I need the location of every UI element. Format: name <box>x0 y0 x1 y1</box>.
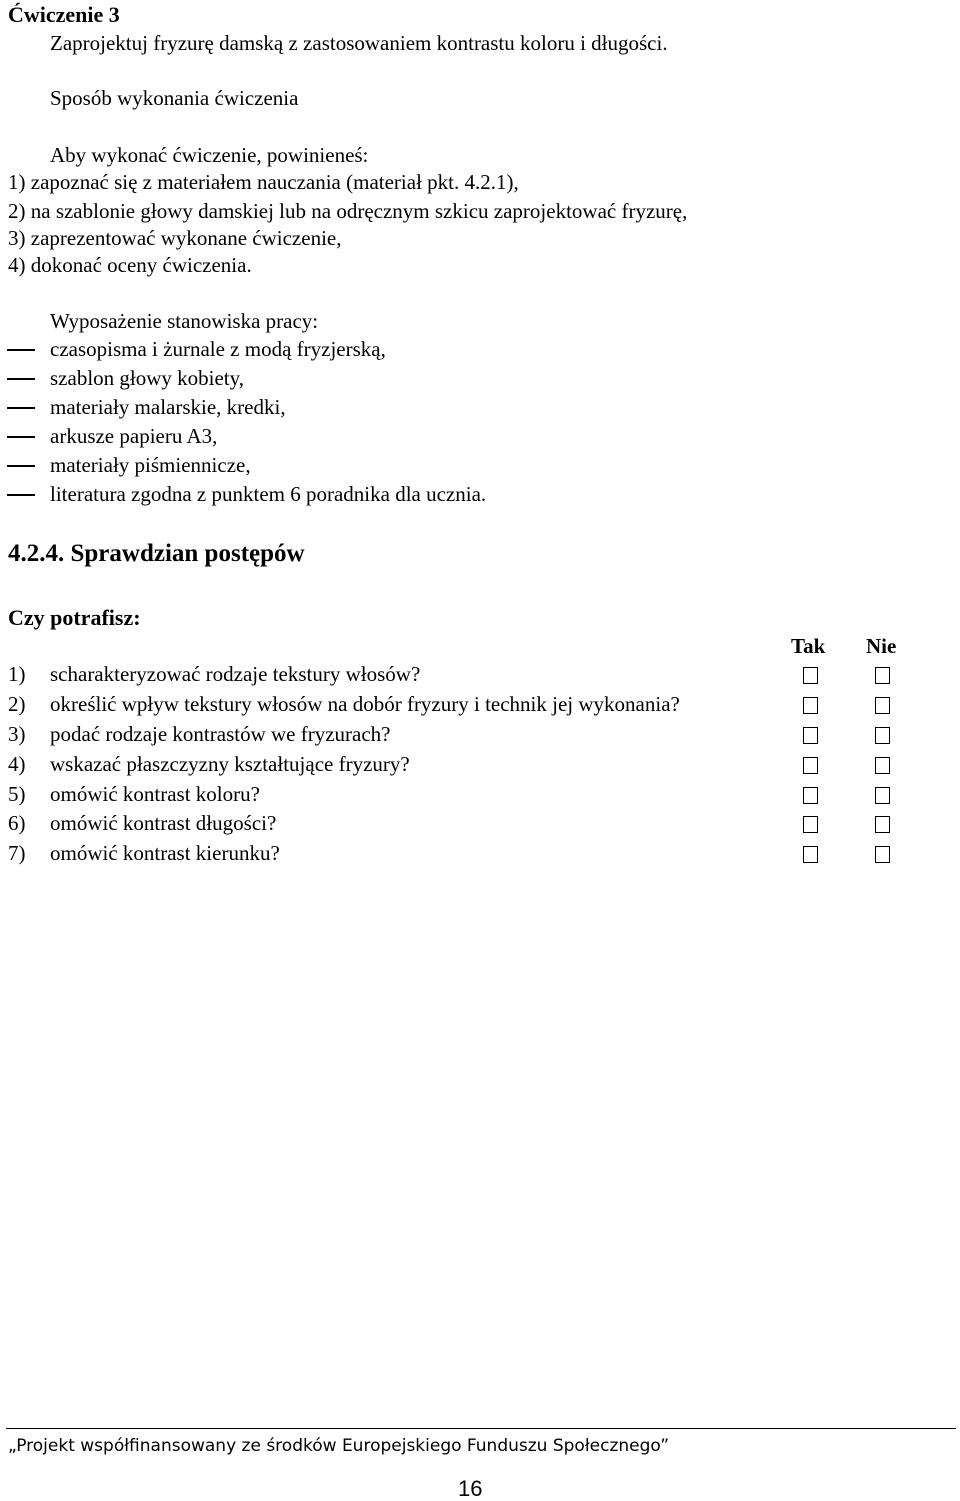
question-text: określić wpływ tekstury włosów na dobór fryzury i technik jej wykonania? <box>50 692 680 716</box>
method-step: 3) zaprezentować wykonane ćwiczenie, <box>8 226 342 250</box>
list-dash <box>7 349 35 351</box>
checkbox-yes[interactable] <box>803 757 818 774</box>
list-dash <box>7 494 35 496</box>
checkbox-yes[interactable] <box>803 697 818 714</box>
checkbox-no[interactable] <box>875 846 890 863</box>
page-number: 16 <box>458 1476 483 1501</box>
question-text: omówić kontrast długości? <box>50 811 277 835</box>
equipment-heading: Wyposażenie stanowiska pracy: <box>50 309 319 333</box>
question-text: podać rodzaje kontrastów we fryzurach? <box>50 722 391 746</box>
question-number: 2) <box>8 692 26 716</box>
method-heading: Sposób wykonania ćwiczenia <box>50 86 299 110</box>
question-text: omówić kontrast kierunku? <box>50 841 280 865</box>
question-number: 6) <box>8 811 26 835</box>
equipment-item: czasopisma i żurnale z modą fryzjerską, <box>50 337 386 361</box>
method-intro: Aby wykonać ćwiczenie, powinieneś: <box>50 143 369 167</box>
list-dash <box>7 436 35 438</box>
list-dash <box>7 465 35 467</box>
checkbox-yes[interactable] <box>803 816 818 833</box>
footer-divider <box>6 1428 956 1429</box>
checkbox-no[interactable] <box>875 667 890 684</box>
equipment-item: arkusze papieru A3, <box>50 424 218 448</box>
method-step: 4) dokonać oceny ćwiczenia. <box>8 253 252 277</box>
equipment-item: materiały malarskie, kredki, <box>50 395 286 419</box>
list-dash <box>7 407 35 409</box>
checkbox-no[interactable] <box>875 757 890 774</box>
equipment-item: szablon głowy kobiety, <box>50 366 245 390</box>
checkbox-no[interactable] <box>875 787 890 804</box>
question-text: omówić kontrast koloru? <box>50 782 260 806</box>
column-header-no: Nie <box>866 634 897 658</box>
question-number: 3) <box>8 722 26 746</box>
question-text: wskazać płaszczyzny kształtujące fryzury? <box>50 752 410 776</box>
method-step: 2) na szablonie głowy damskiej lub na odręcznym szkicu zaprojektować fryzurę, <box>8 199 688 223</box>
checkbox-yes[interactable] <box>803 727 818 744</box>
equipment-item: literatura zgodna z punktem 6 poradnika dla ucznia. <box>50 482 487 506</box>
question-heading: Czy potrafisz: <box>8 605 141 630</box>
method-step: 1) zapoznać się z materiałem nauczania (materiał pkt. 4.2.1), <box>8 170 519 194</box>
checkbox-no[interactable] <box>875 697 890 714</box>
question-number: 7) <box>8 841 26 865</box>
question-number: 1) <box>8 662 26 686</box>
checkbox-yes[interactable] <box>803 846 818 863</box>
exercise-task: Zaprojektuj fryzurę damską z zastosowaniem kontrastu koloru i długości. <box>50 31 668 55</box>
column-header-yes: Tak <box>791 634 826 658</box>
equipment-item: materiały piśmiennicze, <box>50 453 251 477</box>
checkbox-yes[interactable] <box>803 667 818 684</box>
question-number: 4) <box>8 752 26 776</box>
question-number: 5) <box>8 782 26 806</box>
section-heading: 4.2.4. Sprawdzian postępów <box>8 540 305 567</box>
exercise-title: Ćwiczenie 3 <box>8 2 120 27</box>
checkbox-no[interactable] <box>875 816 890 833</box>
question-text: scharakteryzować rodzaje tekstury włosów? <box>50 662 421 686</box>
footer-text: „Projekt współfinansowany ze środków Europejskiego Funduszu Społecznego” <box>8 1436 670 1456</box>
checkbox-no[interactable] <box>875 727 890 744</box>
checkbox-yes[interactable] <box>803 787 818 804</box>
list-dash <box>7 378 35 380</box>
